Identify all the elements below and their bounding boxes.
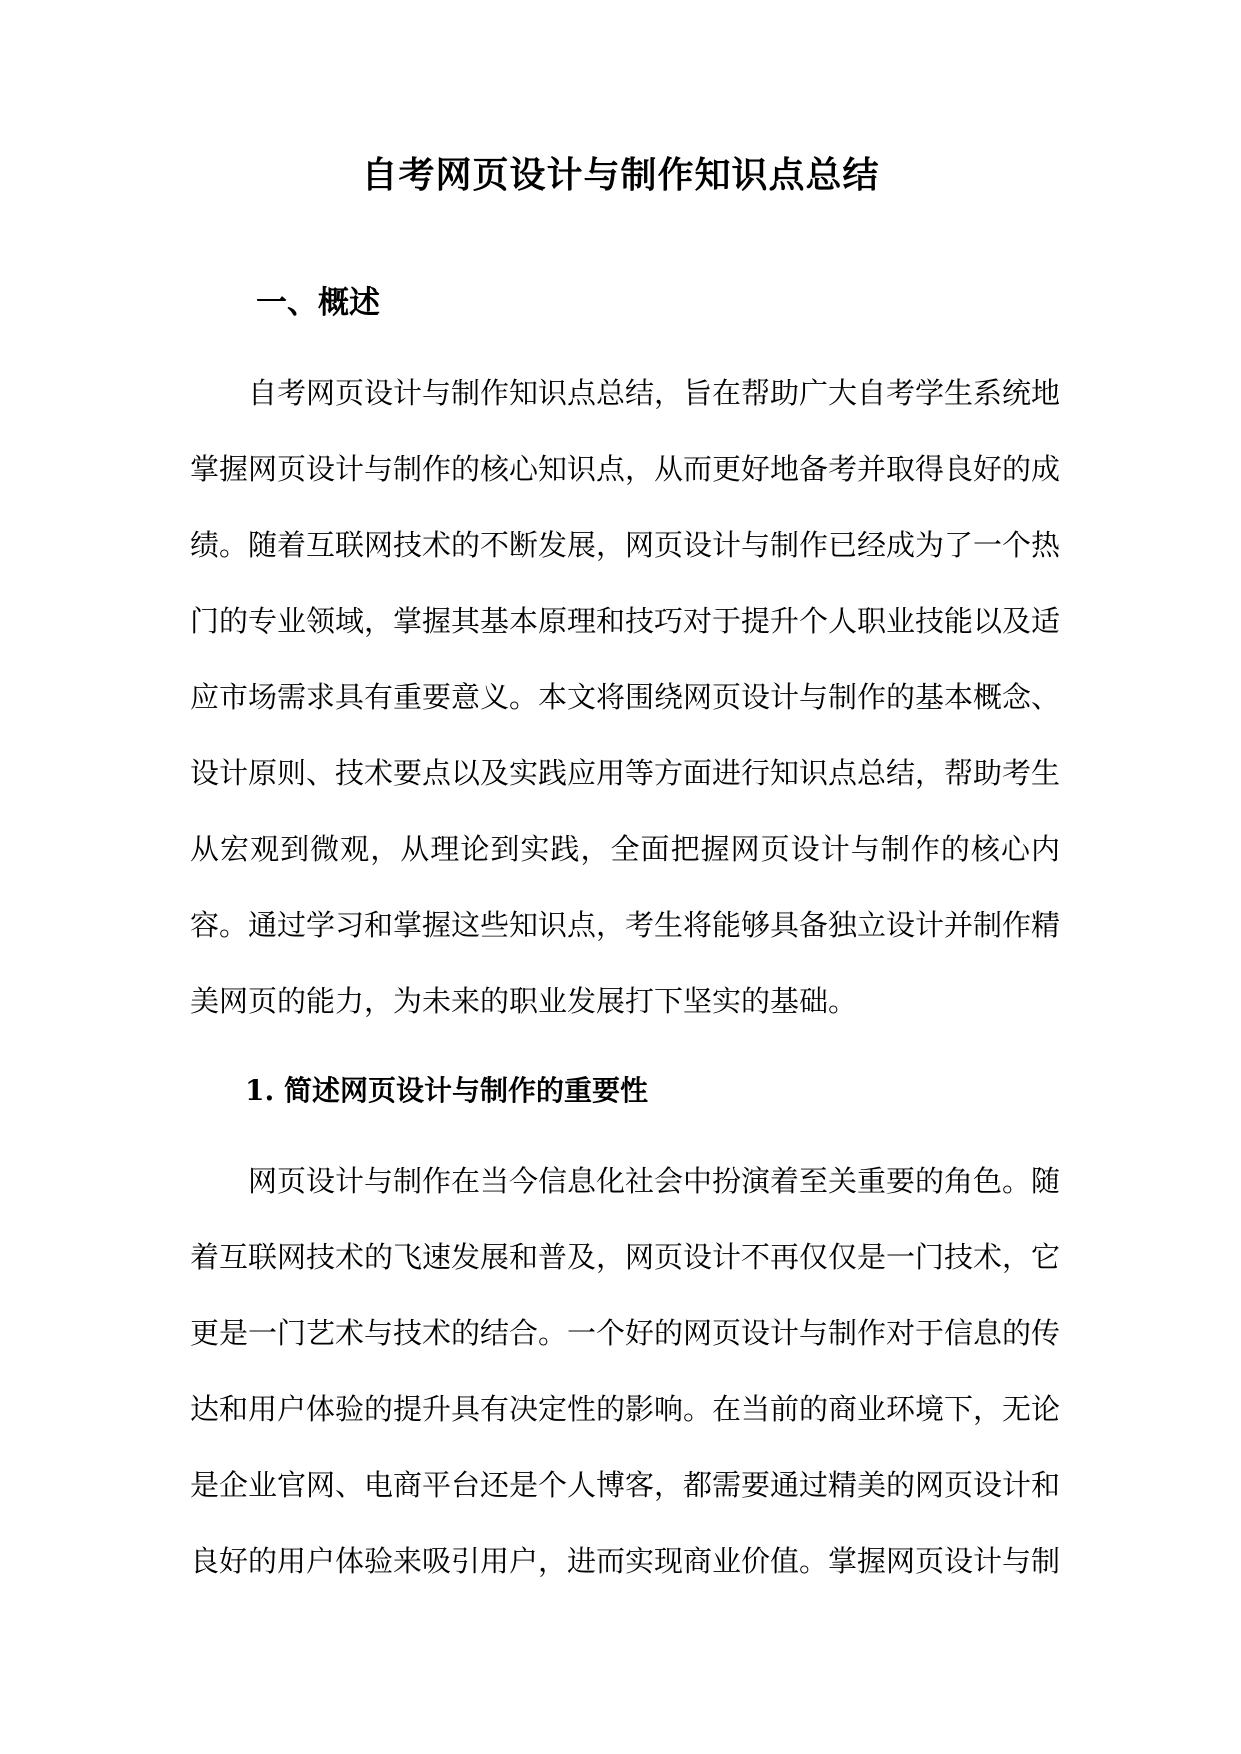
document-title: 自考网页设计与制作知识点总结 [361,154,880,196]
section-heading-overview: 一、概述 [256,285,380,321]
overview-paragraph: 自考网页设计与制作知识点总结，旨在帮助广大自考学生系统地掌握网页设计与制作的核心知识点，从而更好地备考并取得良好的成绩。随着互联网技术的不断发展，网页设计与制作已经成为了一个热门的专业领域，掌握其基本原理和技巧对于提升个人职业技能以及适应市场需求具有重要意义。本文将围绕网页设计与制作的基本概念、设计原则、技术要点以及实践应用等方面进行知识点总结，帮助考生从宏观到微观，从理论到实践，全面把握网页设计与制作的核心内容。通过学习和掌握这些知识点，考生将能够具备独立设计并制作精美网页的能力，为未来的职业发展打下坚实的基础。 [190,376,1061,1018]
subsection-heading-importance: 1. 简述网页设计与制作的重要性 [245,1074,648,1107]
importance-paragraph: 网页设计与制作在当今信息化社会中扮演着至关重要的角色。随着互联网技术的飞速发展和普及，网页设计不再仅仅是一门技术，它更是一门艺术与技术的结合。一个好的网页设计与制作对于信息的传达和用户体验的提升具有决定性的影响。在当前的商业环境下，无论是企业官网、电商平台还是个人博客，都需要通过精美的网页设计和良好的用户体验来吸引用户，进而实现商业价值。掌握网页设计与制 [190,1164,1061,1578]
